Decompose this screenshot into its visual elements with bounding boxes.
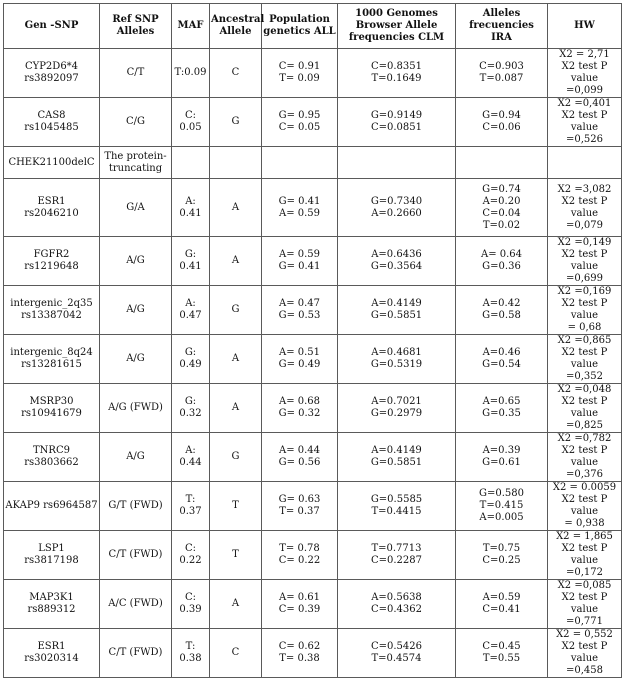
ira-cell-line: G=0.74 (482, 183, 521, 195)
genomes-cell (338, 179, 456, 237)
gen-snp-cell-line: rs2046210 (24, 207, 79, 219)
ref-alleles-cell-line: A/G (126, 353, 145, 364)
hw-cell-line: X2 test P value (561, 543, 608, 566)
genomes-cell-line: T=0.1649 (371, 73, 422, 84)
header-population-genetics: Population genetics ALL (262, 4, 338, 49)
ira-cell-line: T=0.75 (482, 543, 521, 554)
hw-cell-line: X2 = 1,865 (556, 531, 613, 542)
ancestral-cell: T (210, 482, 262, 531)
ira-cell (456, 237, 548, 286)
ira-cell (456, 433, 548, 482)
maf-cell: A: 0.44 (172, 433, 210, 482)
ira-cell-line: A=0.005 (479, 512, 524, 523)
hw-cell (548, 147, 622, 179)
ref-alleles-cell (100, 531, 172, 580)
header-ref-snp-alleles: Ref SNP Alleles (100, 4, 172, 49)
gen-snp-cell (4, 147, 100, 179)
ira-cell (456, 335, 548, 384)
population-cell-line: C= 0.62 (278, 641, 321, 652)
ancestral-cell: G (210, 98, 262, 147)
ira-cell-line: G=0.36 (482, 261, 521, 272)
ira-cell-line: A=0.20 (482, 195, 521, 207)
maf-cell: T: 0.38 (172, 629, 210, 678)
genomes-cell-line: G=0.9149 (370, 110, 423, 121)
ira-cell-line: A=0.46 (482, 347, 521, 358)
ref-alleles-cell-line: A/G (126, 304, 145, 315)
ira-cell (456, 482, 548, 531)
population-cell-line: T= 0.37 (279, 506, 320, 517)
population-cell (262, 384, 338, 433)
hw-cell-line: =0,458 (565, 665, 603, 676)
gen-snp-cell-line: rs13387042 (21, 310, 82, 321)
ira-cell-line: T=0.02 (482, 219, 521, 231)
hw-cell (548, 237, 622, 286)
table-row (4, 629, 622, 678)
maf-cell: C: 0.39 (172, 580, 210, 629)
ref-alleles-cell-line: truncating (108, 162, 163, 174)
population-cell-line: T= 0.09 (279, 73, 320, 84)
hw-cell-line: =0,699 (565, 273, 603, 284)
population-cell-line: T= 0.78 (279, 543, 320, 554)
gen-snp-cell-line: MAP3K1 (29, 592, 74, 603)
gen-snp-cell (4, 286, 100, 335)
gen-snp-cell-line: LSP1 (38, 543, 65, 554)
ref-alleles-cell-line: G/A (126, 201, 145, 213)
maf-cell: G: 0.32 (172, 384, 210, 433)
population-cell-line: G= 0.41 (278, 261, 321, 272)
ref-alleles-cell (100, 384, 172, 433)
maf-cell: T:0.09 (172, 49, 210, 98)
gen-snp-cell (4, 49, 100, 98)
ira-cell-line: A=0.65 (482, 396, 521, 407)
population-cell (262, 179, 338, 237)
ira-cell-line: C=0.41 (482, 604, 521, 615)
ira-cell-line: G=0.54 (482, 359, 521, 370)
genomes-cell (338, 384, 456, 433)
ira-cell (456, 580, 548, 629)
hw-cell (548, 286, 622, 335)
genomes-cell-line: A=0.2660 (371, 207, 422, 219)
ira-cell-line: T=0.087 (479, 73, 524, 84)
genomes-cell-line: G=0.5585 (370, 494, 423, 505)
genomes-cell (338, 580, 456, 629)
ira-cell (456, 49, 548, 98)
ira-cell-line: T=0.55 (482, 653, 521, 664)
ref-alleles-cell (100, 286, 172, 335)
ref-alleles-cell-line: C/T (FWD) (108, 549, 163, 560)
hw-cell (548, 580, 622, 629)
header-gen-snp: Gen -SNP (4, 4, 100, 49)
header-ancestral-allele: Ancestral Allele (210, 4, 262, 49)
ira-cell-line: A=0.59 (482, 592, 521, 603)
gen-snp-cell-line: rs3020314 (24, 653, 79, 664)
hw-cell-line: X2 test P value (561, 641, 608, 664)
genomes-cell-line: A=0.5638 (371, 592, 422, 603)
maf-cell: G: 0.49 (172, 335, 210, 384)
genomes-cell-line: T=0.4574 (371, 653, 422, 664)
ref-alleles-cell-line: G/T (FWD) (108, 500, 163, 511)
ref-alleles-cell-line: The protein- (104, 150, 167, 162)
header-maf: MAF (172, 4, 210, 49)
hw-cell-line: = 0,68 (567, 322, 602, 333)
population-cell-line: G= 0.63 (278, 494, 321, 505)
hw-cell-line: X2 test P value (561, 592, 608, 615)
ira-cell-line: C=0.04 (482, 207, 521, 219)
ira-cell (456, 179, 548, 237)
gen-snp-cell-line: rs13281615 (21, 359, 82, 370)
population-cell (262, 286, 338, 335)
ref-alleles-cell (100, 580, 172, 629)
genomes-cell-line: T=0.4415 (371, 506, 422, 517)
table-row (4, 286, 622, 335)
gen-snp-cell (4, 237, 100, 286)
ancestral-cell: A (210, 179, 262, 237)
hw-cell (548, 335, 622, 384)
table-body (4, 49, 622, 678)
hw-cell-line: X2 test P value (561, 195, 608, 219)
hw-cell-line: =0,352 (565, 371, 603, 382)
hw-cell-line: X2 test P value (561, 110, 608, 133)
table-row (4, 98, 622, 147)
population-cell (262, 629, 338, 678)
hw-cell-line: X2 =0,149 (557, 237, 612, 248)
hw-cell (548, 179, 622, 237)
hw-cell (548, 98, 622, 147)
gen-snp-cell-line: ESR1 (37, 195, 66, 207)
ancestral-cell: G (210, 433, 262, 482)
population-cell-line: G= 0.95 (278, 110, 321, 121)
hw-cell-line: X2 test P value (561, 249, 608, 272)
gen-snp-cell (4, 384, 100, 433)
ref-alleles-cell-line: A/G (FWD) (108, 402, 163, 413)
gen-snp-cell-line: TNRC9 rs3803662 (24, 445, 79, 468)
ira-cell (456, 286, 548, 335)
ira-cell (456, 98, 548, 147)
maf-cell: A: 0.47 (172, 286, 210, 335)
genomes-cell (338, 286, 456, 335)
genomes-cell-line: C=0.5426 (370, 641, 423, 652)
ira-cell-line: G=0.35 (482, 408, 521, 419)
gen-snp-cell-line: AKAP9 rs6964587 (5, 500, 98, 511)
hw-cell-line: X2 = 0,552 (556, 629, 613, 640)
ref-alleles-cell-line: C/T (FWD) (108, 647, 163, 658)
ref-alleles-cell (100, 49, 172, 98)
maf-cell: G: 0.41 (172, 237, 210, 286)
population-cell (262, 531, 338, 580)
hw-cell-line: X2 test P value (561, 61, 608, 84)
genomes-cell-line: A=0.6436 (371, 249, 422, 260)
ancestral-cell: G (210, 286, 262, 335)
hw-cell-line: X2 =0,865 (557, 335, 612, 346)
hw-cell (548, 629, 622, 678)
maf-cell: T: 0.37 (172, 482, 210, 531)
table-row (4, 433, 622, 482)
ira-cell-line: A= 0.64 (480, 249, 523, 260)
hw-cell-line: X2 =3,082 (557, 183, 612, 195)
ira-cell-line: G=0.580 (479, 488, 524, 499)
hw-cell-line: X2 =0,048 (557, 384, 612, 395)
genomes-cell (338, 482, 456, 531)
genomes-cell-line: A=0.4149 (371, 445, 422, 456)
ira-cell (456, 384, 548, 433)
genomes-cell-line: A=0.4681 (371, 347, 422, 358)
gen-snp-cell (4, 482, 100, 531)
gen-snp-cell-line: rs10941679 (21, 408, 82, 419)
hw-cell-line: X2 test P value (561, 494, 608, 517)
ira-cell-line: A=0.42 (482, 298, 521, 309)
gen-snp-cell (4, 98, 100, 147)
genomes-cell (338, 147, 456, 179)
population-cell-line: G= 0.53 (278, 310, 321, 321)
population-cell-line: C= 0.22 (278, 555, 321, 566)
ancestral-cell: C (210, 629, 262, 678)
gen-snp-cell (4, 433, 100, 482)
population-cell (262, 49, 338, 98)
hw-cell-line: X2 test P value (561, 347, 608, 370)
population-cell (262, 580, 338, 629)
population-cell (262, 98, 338, 147)
population-cell (262, 335, 338, 384)
genomes-cell-line: C=0.8351 (370, 61, 423, 72)
population-cell-line: C= 0.39 (278, 604, 321, 615)
ref-alleles-cell (100, 147, 172, 179)
population-cell-line: G= 0.56 (278, 457, 321, 468)
genomes-cell-line: G=0.2979 (370, 408, 423, 419)
genomes-cell-line: A=0.4149 (371, 298, 422, 309)
header-hw: HW (548, 4, 622, 49)
ref-alleles-cell (100, 629, 172, 678)
ancestral-cell: A (210, 237, 262, 286)
ref-alleles-cell-line: A/C (FWD) (108, 598, 163, 609)
ira-cell-line: C=0.06 (482, 122, 521, 133)
gen-snp-cell-line: rs1045485 (24, 122, 79, 133)
gen-snp-cell-line: intergenic_2q35 (10, 298, 93, 309)
table-row (4, 335, 622, 384)
hw-cell-line: X2 test P value (561, 445, 608, 468)
ref-alleles-cell (100, 179, 172, 237)
genomes-cell-line: C=0.2287 (370, 555, 423, 566)
genomes-cell-line: C=0.0851 (370, 122, 423, 133)
genomes-cell (338, 433, 456, 482)
hw-cell-line: =0,172 (565, 567, 603, 578)
gen-snp-cell-line: rs1219648 (24, 261, 79, 272)
gen-snp-cell (4, 629, 100, 678)
hw-cell-line: X2 test P value (561, 396, 608, 419)
maf-cell: C: 0.05 (172, 98, 210, 147)
hw-cell-line: =0,526 (565, 134, 603, 145)
ref-alleles-cell-line: A/G (126, 255, 145, 266)
ira-cell-line: C=0.25 (482, 555, 521, 566)
maf-cell (172, 147, 210, 179)
ira-cell-line: C=0.903 (479, 61, 524, 72)
population-cell-line: C= 0.91 (278, 61, 321, 72)
header-1000-genomes: 1000 Genomes Browser Allele frequencies CLM (338, 4, 456, 49)
table-row (4, 49, 622, 98)
hw-cell-line: X2 =0,782 (557, 433, 612, 444)
gen-snp-cell-line: intergenic_8q24 (10, 347, 93, 358)
population-cell-line: C= 0.05 (278, 122, 321, 133)
population-cell (262, 433, 338, 482)
table-row (4, 384, 622, 433)
hw-cell (548, 49, 622, 98)
population-cell-line: A= 0.61 (278, 592, 321, 603)
ref-alleles-cell (100, 98, 172, 147)
hw-cell-line: X2 =0,401 (557, 98, 612, 109)
gen-snp-cell (4, 580, 100, 629)
table-row (4, 237, 622, 286)
gen-snp-cell-line: rs3892097 (24, 73, 79, 84)
genomes-cell-line: C=0.4362 (370, 604, 423, 615)
ref-alleles-cell (100, 482, 172, 531)
genomes-cell-line: G=0.5851 (370, 310, 423, 321)
snp-allele-table (3, 3, 622, 678)
population-cell-line: A= 0.59 (278, 249, 321, 260)
ref-alleles-cell-line: A/G (126, 451, 145, 462)
gen-snp-cell-line: FGFR2 (33, 249, 70, 260)
hw-cell-line: = 0,938 (564, 518, 605, 529)
header-alleles-ira: Alleles frecuencies IRA (456, 4, 548, 49)
table-row (4, 580, 622, 629)
genomes-cell-line: T=0.7713 (371, 543, 422, 554)
gen-snp-cell (4, 179, 100, 237)
hw-cell-line: =0,376 (565, 469, 603, 480)
ira-cell-line: G=0.94 (482, 110, 521, 121)
genomes-cell-line: A=0.7021 (371, 396, 422, 407)
ira-cell (456, 629, 548, 678)
population-cell-line: G= 0.41 (278, 195, 321, 207)
hw-cell (548, 531, 622, 580)
ira-cell-line: C=0.45 (482, 641, 521, 652)
hw-cell-line: X2 = 0.0059 (552, 482, 617, 493)
genomes-cell (338, 531, 456, 580)
genomes-cell-line: G=0.7340 (370, 195, 423, 207)
table-row (4, 147, 622, 179)
ira-cell-line: G=0.61 (482, 457, 521, 468)
population-cell-line: A= 0.51 (278, 347, 321, 358)
gen-snp-cell-line: CYP2D6*4 (24, 61, 79, 72)
ira-cell-line: T=0.415 (479, 500, 524, 511)
ira-cell (456, 147, 548, 179)
genomes-cell-line: G=0.5851 (370, 457, 423, 468)
population-cell-line: G= 0.32 (278, 408, 321, 419)
hw-cell (548, 384, 622, 433)
table-row (4, 179, 622, 237)
ancestral-cell: T (210, 531, 262, 580)
ancestral-cell: C (210, 49, 262, 98)
genomes-cell (338, 49, 456, 98)
genomes-cell (338, 98, 456, 147)
ref-alleles-cell (100, 335, 172, 384)
gen-snp-cell-line: rs3817198 (24, 555, 79, 566)
hw-cell-line: =0,099 (565, 85, 603, 96)
ira-cell-line: A=0.39 (482, 445, 521, 456)
population-cell (262, 147, 338, 179)
population-cell (262, 237, 338, 286)
hw-cell-line: X2 =0,085 (557, 580, 612, 591)
hw-cell (548, 433, 622, 482)
gen-snp-cell-line: CAS8 (37, 110, 66, 121)
ira-cell (456, 531, 548, 580)
population-cell-line: A= 0.59 (278, 207, 321, 219)
hw-cell-line: =0,771 (565, 616, 603, 627)
genomes-cell-line: G=0.3564 (370, 261, 423, 272)
table-row (4, 531, 622, 580)
population-cell-line: A= 0.44 (278, 445, 321, 456)
ancestral-cell: A (210, 384, 262, 433)
hw-cell-line: X2 test P value (561, 298, 608, 321)
header-row (4, 4, 622, 49)
hw-cell-line: X2 = 2,71 (559, 49, 610, 60)
ancestral-cell: A (210, 335, 262, 384)
maf-cell: C: 0.22 (172, 531, 210, 580)
genomes-cell (338, 237, 456, 286)
ancestral-cell (210, 147, 262, 179)
genomes-cell (338, 335, 456, 384)
gen-snp-cell (4, 531, 100, 580)
ref-alleles-cell (100, 433, 172, 482)
gen-snp-cell-line: CHEK21100delC (8, 156, 95, 168)
ira-cell-line: G=0.58 (482, 310, 521, 321)
gen-snp-cell-line: rs889312 (27, 604, 76, 615)
ref-alleles-cell (100, 237, 172, 286)
population-cell-line: T= 0.38 (279, 653, 320, 664)
ref-alleles-cell-line: C/G (125, 116, 145, 127)
ancestral-cell: A (210, 580, 262, 629)
hw-cell-line: X2 =0,169 (557, 286, 612, 297)
gen-snp-cell-line: ESR1 (37, 641, 66, 652)
hw-cell-line: =0,825 (565, 420, 603, 431)
maf-cell: A: 0.41 (172, 179, 210, 237)
population-cell-line: A= 0.47 (278, 298, 321, 309)
population-cell-line: G= 0.49 (278, 359, 321, 370)
genomes-cell (338, 629, 456, 678)
population-cell-line: A= 0.68 (278, 396, 321, 407)
population-cell (262, 482, 338, 531)
hw-cell-line: =0,079 (565, 219, 603, 231)
gen-snp-cell (4, 335, 100, 384)
gen-snp-cell-line: MSRP30 (29, 396, 74, 407)
genomes-cell-line: G=0.5319 (370, 359, 423, 370)
table-row (4, 482, 622, 531)
ref-alleles-cell-line: C/T (126, 67, 145, 78)
hw-cell (548, 482, 622, 531)
